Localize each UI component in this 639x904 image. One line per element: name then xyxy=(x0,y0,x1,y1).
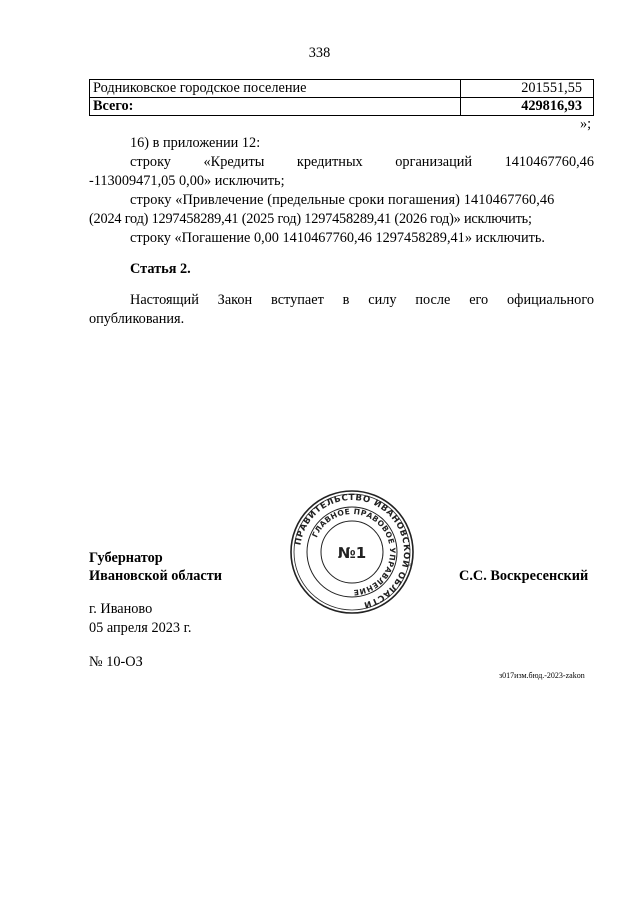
article-title: Статья 2. xyxy=(130,261,191,277)
signatory-position-line-2: Ивановской области xyxy=(89,568,222,584)
amendment-word: 1410467760,46 xyxy=(504,154,594,170)
place: г. Иваново xyxy=(89,601,153,617)
amendment-word: организаций xyxy=(395,154,473,170)
law-number: № 10-ОЗ xyxy=(89,654,143,670)
amendment-word: кредитных xyxy=(296,154,363,170)
row-label: Родниковское городское поселение xyxy=(90,80,461,98)
amendment-line-1 xyxy=(130,153,594,172)
page-number: 338 xyxy=(308,45,331,61)
article-word: Закон xyxy=(217,292,253,308)
stamp-number: №1 xyxy=(337,544,367,562)
closing-quote: »; xyxy=(580,116,592,132)
amendment-line-3: строку «Привлечение (предельные сроки погашения) 1410467760,46 xyxy=(130,192,555,208)
date: 05 апреля 2023 г. xyxy=(89,620,192,636)
article-word: официального xyxy=(507,292,594,308)
amendment-line-5: строку «Погашение 0,00 1410467760,46 1297458289,41» исключить. xyxy=(130,230,545,246)
article-word: Настоящий xyxy=(130,292,199,308)
article-line-2: опубликования. xyxy=(89,311,185,327)
article-line-1 xyxy=(130,291,594,310)
table-row xyxy=(90,80,594,98)
article-word: вступает xyxy=(271,292,324,308)
total-label: Всего: xyxy=(90,98,461,116)
amendment-word: «Кредиты xyxy=(203,154,265,170)
amendment-line-4: (2024 год) 1297458289,41 (2025 год) 1297458289,41 (2026 год)» исключить; xyxy=(89,211,532,227)
amendment-word: строку xyxy=(130,154,171,170)
total-value: 429816,93 xyxy=(461,98,594,116)
official-stamp xyxy=(289,489,415,615)
article-word: в xyxy=(342,292,350,308)
file-reference: з017изм.бюд.-2023-zakon xyxy=(499,671,585,680)
budget-summary-table xyxy=(89,79,594,116)
stamp-inner-text: ГЛАВНОЕ ПРАВОВОЕ УПРАВЛЕНИЕ xyxy=(310,506,398,598)
signatory-name: С.С. Воскресенский xyxy=(459,568,589,584)
table-row-total xyxy=(90,98,594,116)
stamp-outer-text: ПРАВИТЕЛЬСТВО ИВАНОВСКОЙ ОБЛАСТИ xyxy=(293,492,412,610)
signatory-position-line-1: Губернатор xyxy=(89,550,163,566)
amendment-intro: 16) в приложении 12: xyxy=(130,135,261,151)
article-word: силу xyxy=(368,292,397,308)
article-word: после xyxy=(415,292,451,308)
row-value: 201551,55 xyxy=(461,80,594,98)
article-word: его xyxy=(469,292,489,308)
amendment-line-2: -113009471,05 0,00» исключить; xyxy=(89,173,285,189)
